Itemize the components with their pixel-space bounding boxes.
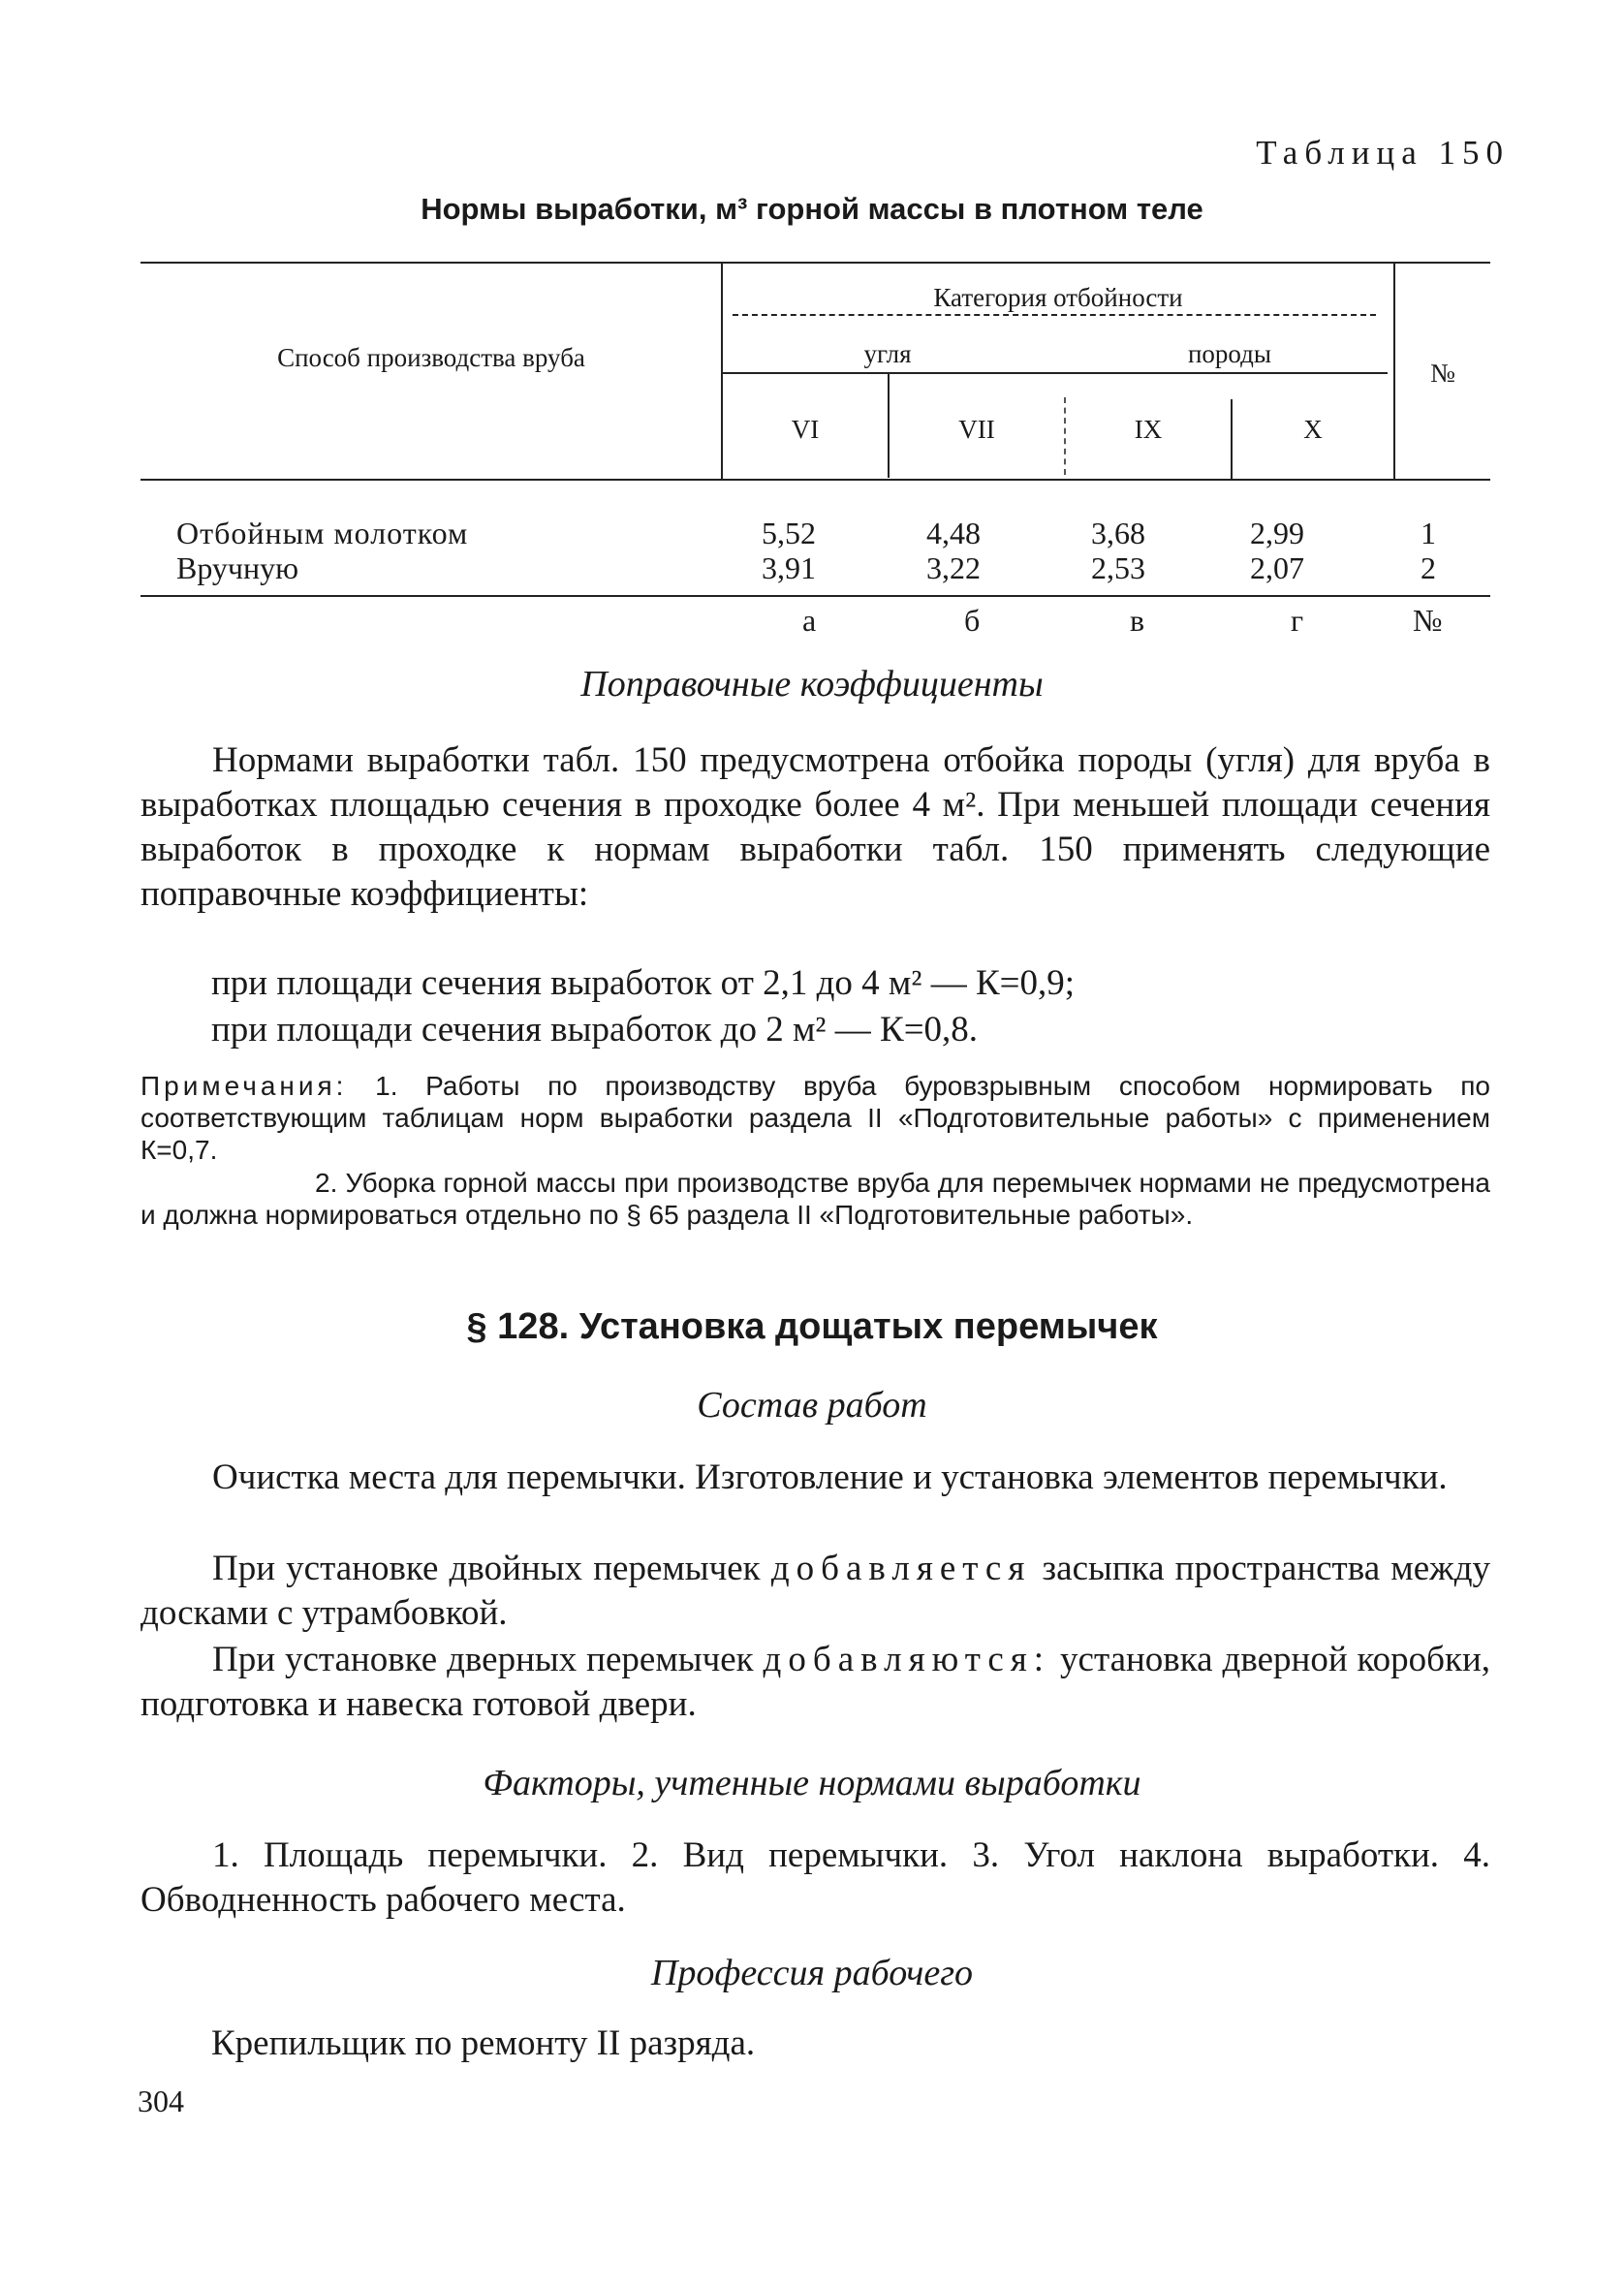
table-top-rule xyxy=(141,262,1490,264)
table-header-rule xyxy=(141,479,1490,481)
correction-line-1: при площади сечения выработок от 2,1 до 4 м² — К=0,9; xyxy=(211,963,1076,1003)
category-underline xyxy=(733,314,1376,316)
header-col-vii: VII xyxy=(958,415,995,444)
profession-heading: Профессия рабочего xyxy=(650,1953,974,1993)
row-value: 3,68 xyxy=(1091,516,1145,550)
footer-col-v: в xyxy=(1130,603,1145,638)
work-paragraph-1-text: Очистка места для перемычки. Изготовление и установка элементов перемычки. xyxy=(212,1457,1448,1497)
work-heading: Состав работ xyxy=(697,1385,927,1426)
table-title: Нормы выработки, м³ горной массы в плотном теле xyxy=(421,192,1203,226)
row-label: Вручную xyxy=(176,550,299,585)
factors-text: 1. Площадь перемычки. 2. Вид перемычки. 3. Угол наклона выработки. 4. Обводненность рабочего места. xyxy=(141,1835,1490,1920)
note-2: 2. Уборка горной массы при производстве вруба для перемычек нормами не предусмотрена и должна нормироваться отдельно по § 65 раздела II «Подготовительные работы». xyxy=(141,1168,1490,1230)
note-2-block xyxy=(141,1167,1490,1231)
profession-text: Крепильщик по ремонту II разряда. xyxy=(211,2023,756,2063)
row-number: 1 xyxy=(1421,516,1436,550)
factors-heading: Факторы, учтенные нормами выработки xyxy=(483,1763,1141,1803)
table-label: Таблица 150 xyxy=(1256,134,1510,172)
coal-rock-underline xyxy=(723,372,1388,374)
section-title: § 128. Установка дощатых перемычек xyxy=(466,1306,1158,1347)
header-number: № xyxy=(1430,359,1455,388)
corrections-paragraph-text: Нормами выработки табл. 150 предусмотрена отбойка породы (угля) для вруба в выработках площадью сечения в проходке более 4 м². При меньшей площади сечения выработок в проходке к нормам выработки табл. 150 применять следующие поправочные коэффициенты: xyxy=(141,740,1490,914)
row-value: 2,53 xyxy=(1091,550,1145,585)
work-paragraph-2-a: При установке двойных перемычек xyxy=(212,1549,761,1588)
header-coal: угля xyxy=(863,339,912,368)
corrections-heading: Поправочные коэффициенты xyxy=(580,664,1044,705)
work-paragraph-3-spaced: добавляются: xyxy=(763,1640,1051,1679)
table-body-rule xyxy=(141,595,1490,597)
header-col-ix: IX xyxy=(1134,415,1163,444)
row-value: 2,99 xyxy=(1250,516,1304,550)
work-paragraph-2-spaced: добавляется xyxy=(770,1549,1032,1588)
page-number: 304 xyxy=(138,2084,184,2118)
row-value: 3,22 xyxy=(926,550,981,585)
header-col-vi: VI xyxy=(791,415,820,444)
work-paragraph-2 xyxy=(141,1547,1490,1636)
note-1: 1. Работы по производству вруба буровзрывным способом нормировать по соответствующим таблицам норм выработки раздела II «Подготовительные работы» с применением К=0,7. xyxy=(141,1071,1491,1165)
notes xyxy=(141,1070,1490,1166)
work-paragraph-2-b: засыпка пространства между досками с утрамбовкой. xyxy=(141,1549,1491,1633)
row-number: 2 xyxy=(1421,550,1436,585)
footer-col-g: г xyxy=(1291,603,1304,638)
work-paragraph-3-b: установка дверной коробки, подготовка и навеска готовой двери. xyxy=(141,1640,1491,1724)
corrections-paragraph xyxy=(141,738,1490,917)
header-method: Способ производства вруба xyxy=(277,343,585,372)
notes-label: Примечания: xyxy=(141,1071,348,1101)
header-col-x: X xyxy=(1303,415,1323,444)
header-category: Категория отбойности xyxy=(933,283,1183,312)
work-paragraph-3-a: При установке дверных перемычек xyxy=(212,1640,754,1679)
row-label: Отбойным молотком xyxy=(176,516,469,550)
factors-paragraph xyxy=(141,1834,1490,1923)
footer-col-b: б xyxy=(964,603,981,638)
row-value: 2,07 xyxy=(1250,550,1304,585)
work-paragraph-1 xyxy=(141,1456,1490,1500)
row-value: 3,91 xyxy=(762,550,816,585)
row-value: 4,48 xyxy=(926,516,981,550)
correction-line-2: при площади сечения выработок до 2 м² — К=0,8. xyxy=(211,1010,979,1050)
footer-number: № xyxy=(1413,603,1443,638)
header-rock: породы xyxy=(1187,339,1272,368)
footer-col-a: а xyxy=(802,603,817,638)
row-value: 5,52 xyxy=(762,516,816,550)
work-paragraph-3 xyxy=(141,1638,1490,1727)
